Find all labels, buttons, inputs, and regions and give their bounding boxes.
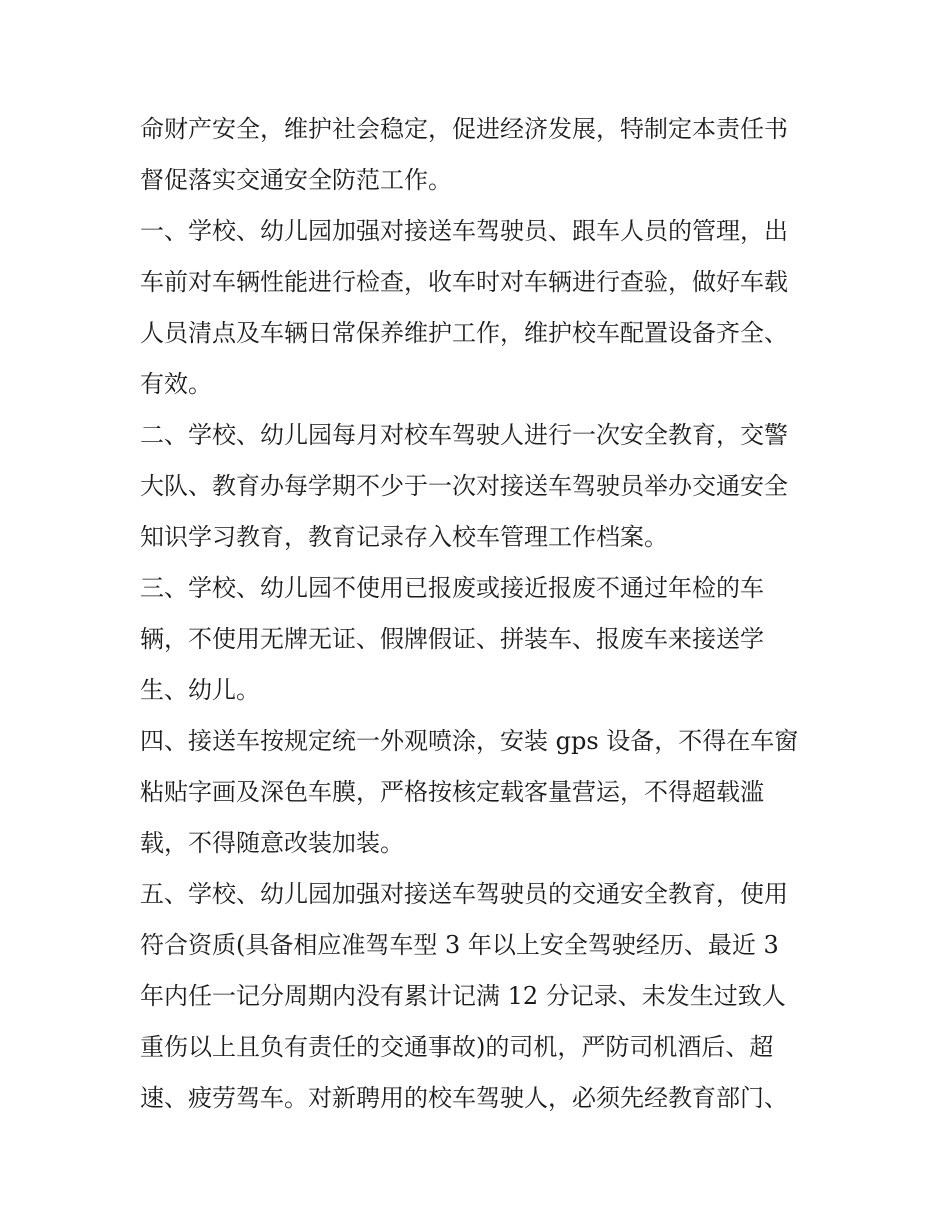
text-line: 车前对车辆性能进行检查，收车时对车辆进行查验，做好车载 [140, 268, 788, 296]
text-line: 知识学习教育，教育记录存入校车管理工作档案。 [140, 523, 668, 551]
text-line: 符合资质(具备相应准驾车型 3 年以上安全驾驶经历、最近 3 [140, 931, 779, 959]
text-line: 四、接送车按规定统一外观喷涂，安装 gps 设备，不得在车窗 [140, 727, 799, 755]
text-line: 一、学校、幼儿园加强对接送车驾驶员、跟车人员的管理，出 [140, 217, 788, 245]
text-line: 辆，不使用无牌无证、假牌假证、拼装车、报废车来接送学 [140, 625, 764, 653]
text-line: 督促落实交通安全防范工作。 [140, 166, 452, 194]
text-line: 生、幼儿。 [140, 676, 260, 704]
text-line: 大队、教育办每学期不少于一次对接送车驾驶员举办交通安全 [140, 472, 788, 500]
text-line: 命财产安全，维护社会稳定，促进经济发展，特制定本责任书 [140, 115, 788, 143]
text-line: 载，不得随意改装加装。 [140, 829, 404, 857]
text-line: 人员清点及车辆日常保养维护工作，维护校车配置设备齐全、 [140, 319, 788, 347]
text-line: 五、学校、幼儿园加强对接送车驾驶员的交通安全教育，使用 [140, 880, 788, 908]
text-line: 速、疲劳驾车。对新聘用的校车驾驶人，必须先经教育部门、 [140, 1084, 788, 1112]
text-line: 二、学校、幼儿园每月对校车驾驶人进行一次安全教育，交警 [140, 421, 788, 449]
text-line: 粘贴字画及深色车膜，严格按核定载客量营运，不得超载滥 [140, 778, 764, 806]
document-body [140, 104, 820, 1124]
text-line: 有效。 [140, 370, 212, 398]
text-line: 重伤以上且负有责任的交通事故)的司机，严防司机酒后、超 [140, 1033, 774, 1061]
text-line: 三、学校、幼儿园不使用已报废或接近报废不通过年检的车 [140, 574, 764, 602]
text-line: 年内任一记分周期内没有累计记满 12 分记录、未发生过致人 [140, 982, 786, 1010]
